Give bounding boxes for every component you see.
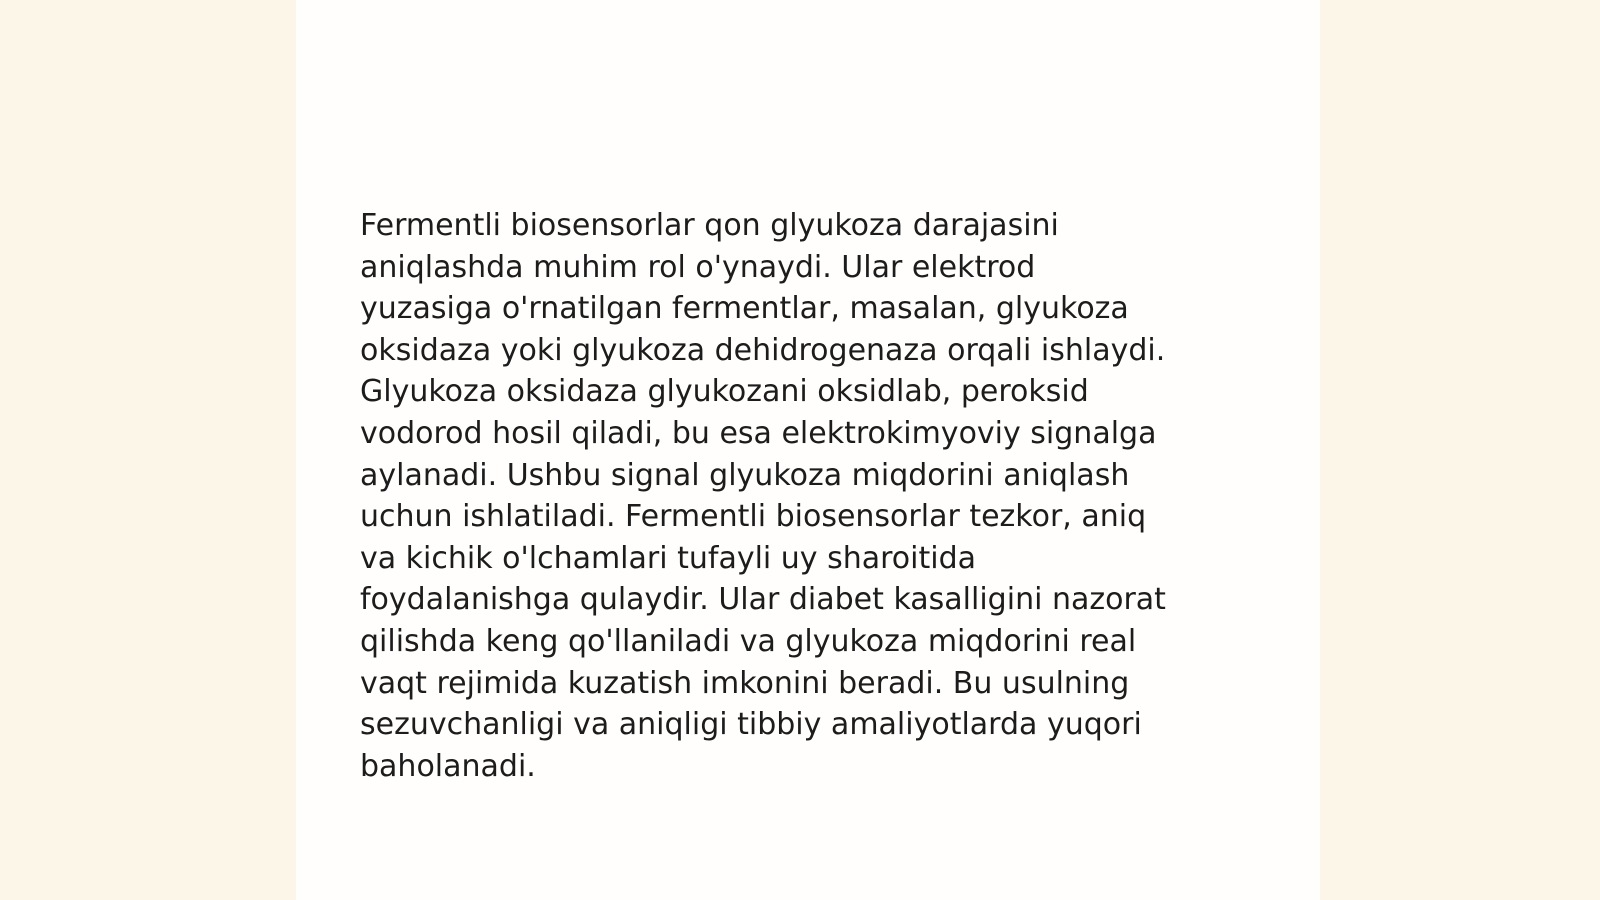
slide-panel (296, 0, 1320, 900)
slide-body-text: Fermentli biosensorlar qon glyukoza darajasini aniqlashda muhim rol o'ynaydi. Ular elektrod yuzasiga o'rnatilgan fermentlar, masalan, glyukoza oksidaza yoki glyukoza dehidrogenaza orqali ishlaydi. Glyukoza oksidaza glyukozani oksidlab, peroksid vodorod hosil qiladi, bu esa elektrokimyoviy signalga aylanadi. Ushbu signal glyukoza miqdorini aniqlash uchun ishlatiladi. Fermentli biosensorlar tezkor, aniq va kichik o'lchamlari tufayli uy sharoitida foydalanishga qulaydir. Ular diabet kasalligini nazorat qilishda keng qo'llaniladi va glyukoza miqdorini real vaqt rejimida kuzatish imkonini beradi. Bu usulning sezuvchanligi va aniqligi tibbiy amaliyotlarda yuqori baholanadi. (360, 208, 1166, 784)
